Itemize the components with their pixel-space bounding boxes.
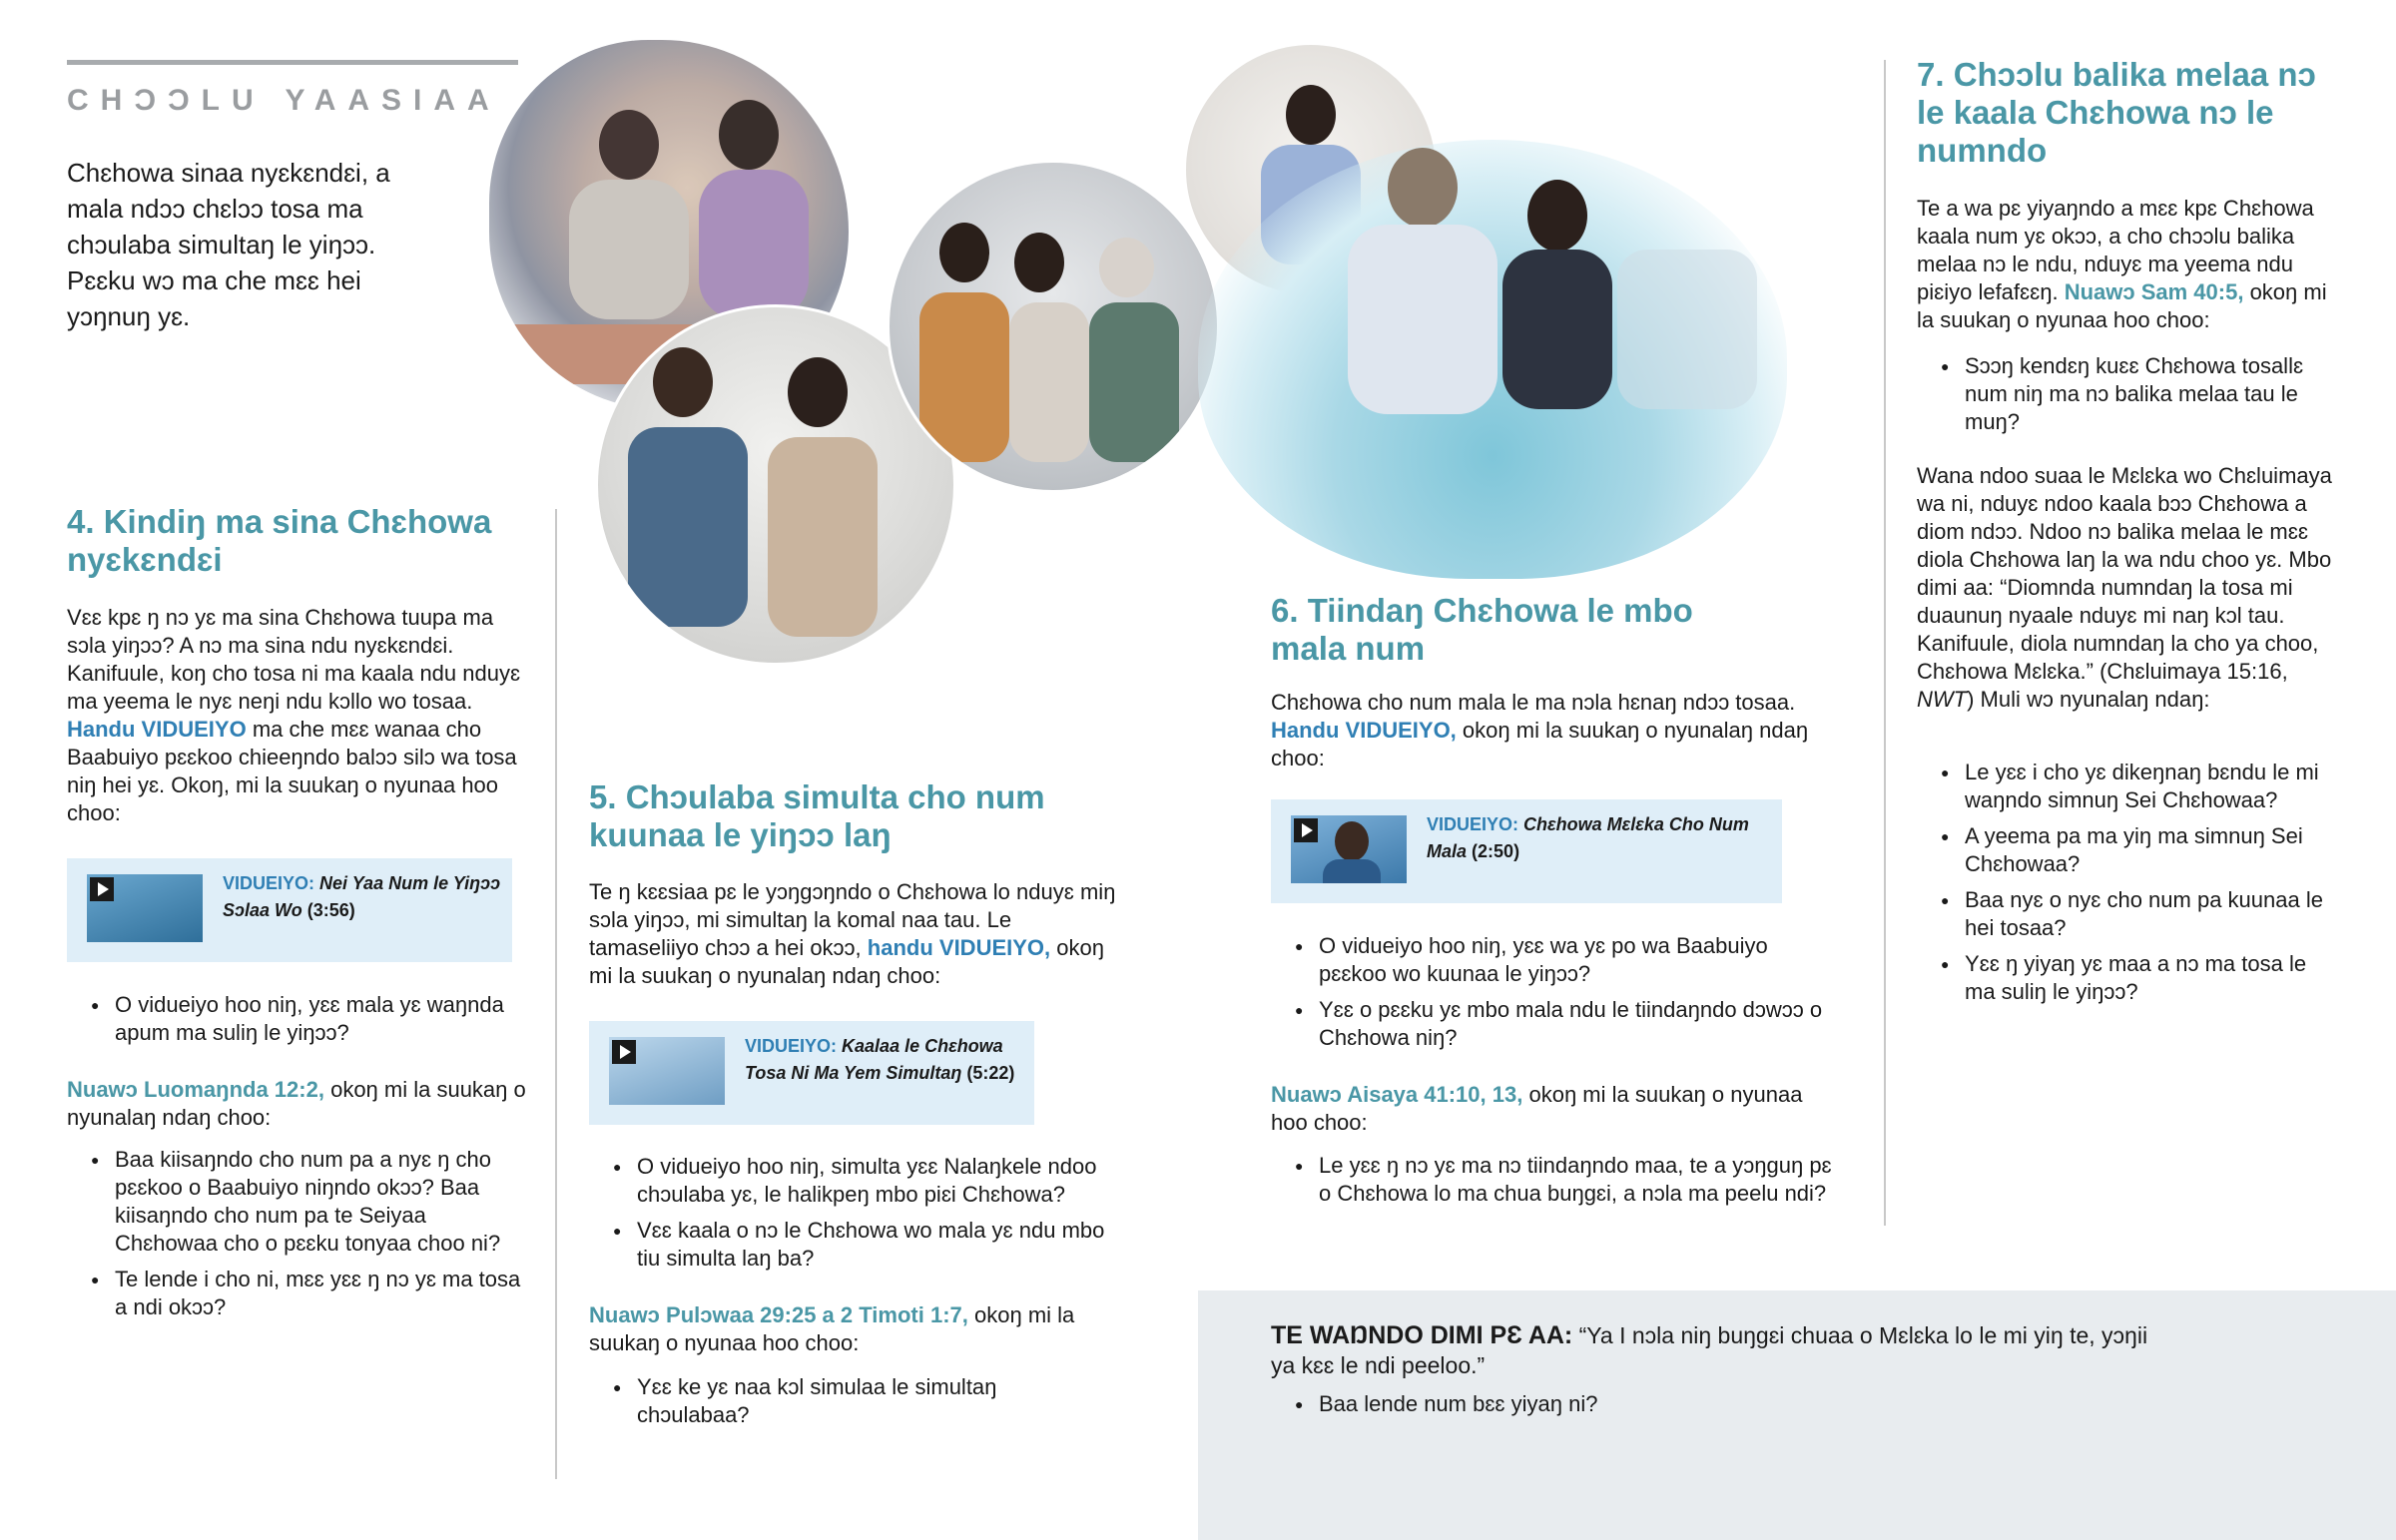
video-card[interactable] [67, 858, 512, 962]
list-item: ● A yeema pa ma yiŋ ma simnuŋ Sei Chɛhowaa? [1917, 822, 2336, 878]
video-thumbnail [609, 1037, 725, 1105]
list-item: ● Sɔɔŋ kendɛŋ kuɛɛ Chɛhowa tosallɛ num niŋ ma nɔ balika melaa tau le muŋ? [1917, 352, 2336, 436]
section-7-body: Te a wa pɛ yiyaŋndo a mɛɛ kpɛ Chɛhowa kaala num yɛ okɔɔ, a cho chɔɔlu balika melaa nɔ le ndu, nduyɛ ma yeema ndu piɛiyo lefafɛɛŋ. Nuawɔ Sam 40:5, okoŋ mi la suukaŋ o nyunaa hoo choo: [1917, 196, 2327, 332]
footer-questions [1271, 1390, 2070, 1426]
footer-label: TE WAŊNDO DIMI PƐ AA: [1271, 1321, 1573, 1349]
section-6-body: Chɛhowa cho num mala le ma nɔla hɛnaŋ ndɔɔ tosaa. Handu VIDUEIYO, okoŋ mi la suukaŋ o nyunalaŋ ndaŋ choo: [1271, 690, 1809, 770]
list-item: ● Yɛɛ ke yɛ naa kɔl simulaa le simultaŋ chɔulabaa? [589, 1373, 1088, 1429]
section-5-body: Te ŋ kɛɛsiaa pɛ le yɔŋgɔŋndo o Chɛhowa lo nduyɛ miŋ sɔla yiŋɔɔ, mi simultaŋ la komal naa tau. Le tamaseliiyo chɔɔ a hei okɔɔ, handu VIDUEIYO, okoŋ mi la suukaŋ o nyunalaŋ ndaŋ choo: [589, 879, 1116, 988]
list-item: ● Yɛɛ o pɛɛku yɛ mbo mala ndu le tiindaŋndo dɔwɔɔ o Chɛhowa niŋ? [1271, 996, 1840, 1052]
illustration-sharing [887, 160, 1220, 493]
section-4-body: Vɛɛ kpɛ ŋ nɔ yɛ ma sina Chɛhowa tuupa ma sɔla yiŋɔɔ? A nɔ ma sina ndu nyɛkɛndɛi. Kanifuule, koŋ cho tosa ni ma kaala ndu nduyɛ ma yeema le nyɛ neŋi ndu kɔllo wo tosaa. Handu VIDUEIYO ma che mɛɛ wanaa cho Baabuiyo pɛɛkoo chieeŋndo balɔɔ silɔ wa tosa niŋ hei yɛ. Okoŋ, mi la suukaŋ o nyunaa hoo choo: [67, 605, 521, 825]
section-6-scripture: Nuawɔ Aisaya 41:10, 13, okoŋ mi la suukaŋ o nyunaa hoo choo: [1271, 1082, 1803, 1135]
list-item: ● Baa lende num bɛɛ yiyaŋ ni? [1271, 1390, 2070, 1418]
play-icon [90, 877, 114, 901]
section-5-scripture: Nuawɔ Pulɔwaa 29:25 a 2 Timoti 1:7, okoŋ mi la suukaŋ o nyunaa hoo choo: [589, 1302, 1075, 1355]
intro-text: Chɛhowa sinaa nyɛkɛndɛi, a mala ndɔɔ chɛlɔɔ tosa ma chɔulaba simultaŋ le yiŋɔɔ. Pɛɛku wɔ ma che mɛɛ hei yɔŋnuŋ yɛ. [67, 158, 390, 331]
list-item: ● Baa nyɛ o nyɛ cho num pa kuunaa le hei tosaa? [1917, 886, 2336, 942]
list-item: ● Baa kiisaŋndo cho num pa a nyɛ ŋ cho pɛɛkoo o Baabuiyo niŋndo okɔɔ? Baa kiisaŋndo cho num pa te Seiyaa Chɛhowaa cho o pɛɛku tonyaa choo ni? [67, 1146, 526, 1258]
header-rule [67, 60, 518, 65]
video-caption: VIDUEIYO: Nei Yaa Num le Yiŋɔɔ Sɔlaa Wo (3:56) [223, 873, 501, 920]
page-title: CHƆƆLU YAASIAA [67, 84, 501, 117]
play-icon [612, 1040, 636, 1064]
section-5-heading: 5. Chɔulaba simulta cho num kuunaa le yiŋɔɔ laŋ [589, 778, 1045, 853]
play-icon [1294, 818, 1318, 842]
video-card[interactable] [1271, 799, 1782, 903]
video-thumbnail [1291, 815, 1407, 883]
list-item: ● Le yɛɛ ŋ nɔ yɛ ma nɔ tiindaŋndo maa, te a yɔŋguŋ pɛ o Chɛhowa lo ma chua buŋgɛi, a nɔla ma peelu ndi? [1271, 1152, 1840, 1208]
section-4-heading: 4. Kindiŋ ma sina Chɛhowa nyɛkɛndɛi [67, 503, 492, 578]
section-7-body-2: Wana ndoo suaa le Mɛlɛka wo Chɛluimaya wa ni, nduyɛ ndoo kaala bɔɔ Chɛhowa a diom ndɔɔ. Ndoo nɔ balika melaa le mɛɛ diola Chɛhowa laŋ la wa ndu choo yɛ. Mbo dimi aa: “Diomnda numndaŋ la tosa mi duaunuŋ nyaale nduyɛ mi naŋ kɔl tau. Kanifuule, diola numndaŋ la cho ya choo, Chɛhowa Mɛlɛka.” (Chɛluimaya 15:16, NWT) Muli wɔ nyunalaŋ ndaŋ: [1917, 463, 2332, 712]
section-5-questions-2 [589, 1373, 1088, 1437]
scripture-link[interactable]: Nuawɔ Pulɔwaa 29:25 a 2 Timoti 1:7, [589, 1302, 968, 1327]
video-card[interactable] [589, 1021, 1034, 1125]
section-4-questions [67, 991, 536, 1055]
scripture-link[interactable]: Nuawɔ Luomaŋnda 12:2, [67, 1077, 324, 1102]
footer-panel [1198, 1290, 2396, 1540]
section-6-heading: 6. Tiindaŋ Chɛhowa le mbo mala num [1271, 592, 1693, 667]
section-7-questions [1917, 352, 2336, 444]
video-link[interactable]: handu VIDUEIYO, [867, 935, 1051, 960]
section-4-questions-2 [67, 1146, 526, 1329]
scripture-link[interactable]: Nuawɔ Aisaya 41:10, 13, [1271, 1082, 1523, 1107]
scripture-link[interactable]: Nuawɔ Sam 40:5, [2064, 279, 2244, 304]
list-item: ● O vidueiyo hoo niŋ, yɛɛ wa yɛ po wa Baabuiyo pɛɛkoo wo kuunaa le yiŋɔɔ? [1271, 932, 1840, 988]
video-link[interactable]: Handu VIDUEIYO, [1271, 718, 1457, 743]
video-caption: VIDUEIYO: Kaalaa le Chɛhowa Tosa Ni Ma Yem Simultaŋ (5:22) [745, 1036, 1015, 1083]
column-divider-1 [555, 509, 557, 1479]
section-7-heading: 7. Chɔɔlu balika melaa nɔ le kaala Chɛhowa nɔ le numndo [1917, 56, 2316, 169]
list-item: ● O vidueiyo hoo niŋ, yɛɛ mala yɛ waŋnda apum ma suliŋ le yiŋɔɔ? [67, 991, 536, 1047]
video-caption: VIDUEIYO: Chɛhowa Mɛlɛka Cho Num Mala (2:50) [1427, 814, 1749, 861]
list-item: ● Te lende i cho ni, mɛɛ yɛɛ ŋ nɔ yɛ ma tosa a ndi okɔɔ? [67, 1266, 526, 1321]
list-item: ● Yɛɛ ŋ yiyaŋ yɛ maa a nɔ ma tosa le ma suliŋ le yiŋɔɔ? [1917, 950, 2336, 1006]
column-divider-3 [1884, 60, 1886, 1226]
section-4-scripture: Nuawɔ Luomaŋnda 12:2, okoŋ mi la suukaŋ o nyunalaŋ ndaŋ choo: [67, 1077, 526, 1130]
video-link[interactable]: Handu VIDUEIYO [67, 717, 247, 742]
footer-quote: TE WAŊNDO DIMI PƐ AA: “Ya I nɔla niŋ buŋgɛi chuaa o Mɛlɛka lo le mi yiŋ te, yɔŋii ya kɛɛ le ndi peeloo.” [1271, 1321, 2148, 1378]
list-item: ● O vidueiyo hoo niŋ, simulta yɛɛ Nalaŋkele ndoo chɔulaba yɛ, le halikpeŋ mbo piɛi Chɛhowa? [589, 1153, 1128, 1209]
section-5-questions [589, 1153, 1128, 1281]
section-6-questions [1271, 932, 1840, 1060]
video-thumbnail [87, 874, 203, 942]
illustration-baptism [1198, 140, 1787, 579]
list-item: ● Vɛɛ kaala o nɔ le Chɛhowa wo mala yɛ ndu mbo tiu simulta laŋ ba? [589, 1217, 1128, 1273]
section-6-questions-2 [1271, 1152, 1840, 1216]
section-7-questions-2 [1917, 759, 2336, 1014]
list-item: ● Le yɛɛ i cho yɛ dikeŋnaŋ bɛndu le mi waŋndo simnuŋ Sei Chɛhowaa? [1917, 759, 2336, 814]
